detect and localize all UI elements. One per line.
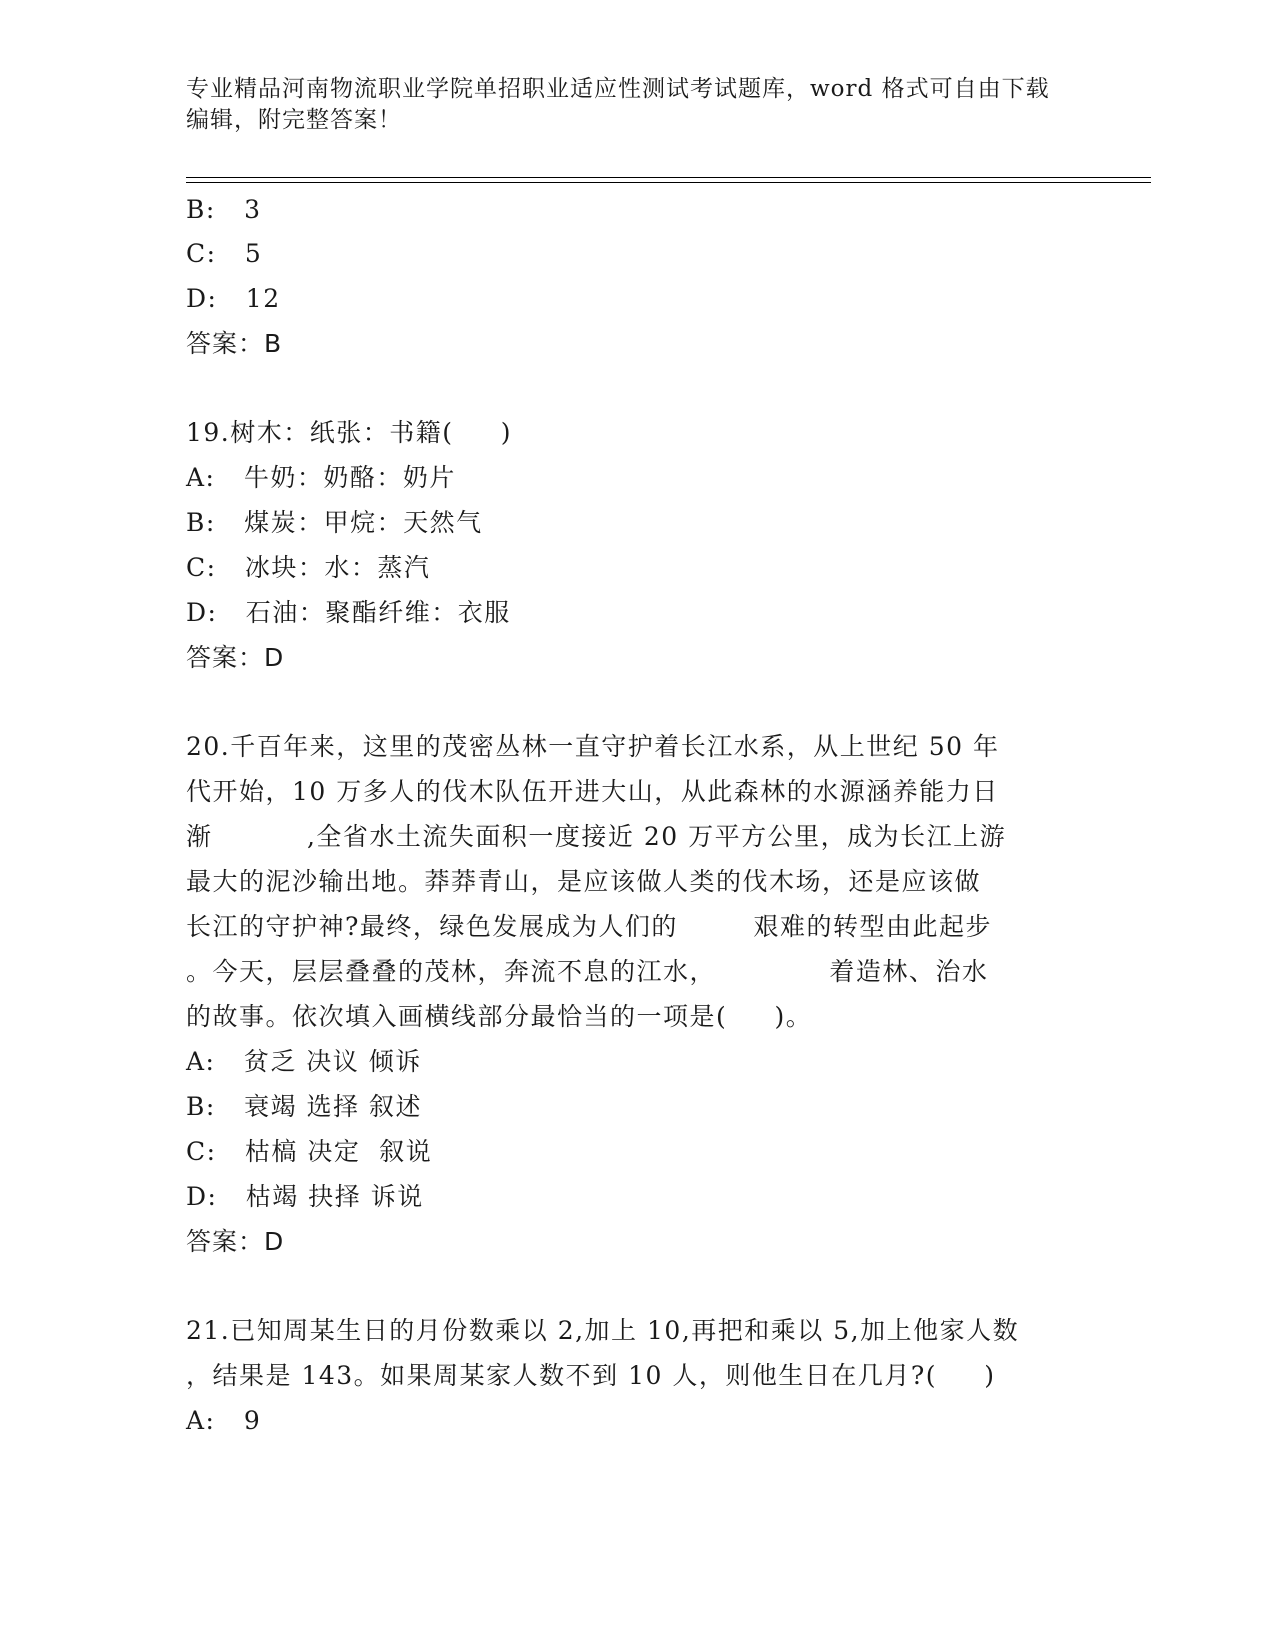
header-divider-bottom [186,182,1151,183]
header-divider-top [186,177,1151,178]
q20-stem-line-1: 20.千百年来，这里的茂密丛林一直守护着长江水系，从上世纪 50 年 [186,732,1000,761]
q20-stem-line-3: 渐 ,全省水土流失面积一度接近 20 万平方公里，成为长江上游 [186,822,1007,851]
q18-answer: 答案：B [186,329,283,358]
q20-option-b: B: 衰竭 选择 叙述 [186,1092,423,1121]
q20-option-a: A: 贫乏 决议 倾诉 [186,1047,422,1076]
q19-stem: 19.树木：纸张：书籍( ) [186,418,512,447]
q19-answer: 答案：D [186,643,285,672]
q20-answer: 答案：D [186,1227,285,1256]
q19-option-a: A: 牛奶：奶酪：奶片 [186,463,456,492]
q19-option-c: C: 冰块：水：蒸汽 [186,553,431,582]
q20-stem-line-5: 长江的守护神?最终，绿色发展成为人们的 艰难的转型由此起步 [186,912,992,941]
header-line-1: 专业精品河南物流职业学院单招职业适应性测试考试题库，word 格式可自由下载 [186,76,1050,102]
q18-option-d: D: 12 [186,284,281,313]
q20-option-d: D: 枯竭 抉择 诉说 [186,1182,424,1211]
q21-stem-line-2: ，结果是 143。如果周某家人数不到 10 人，则他生日在几月?( ) [186,1361,996,1390]
q19-option-d: D: 石油：聚酯纤维：衣服 [186,598,511,627]
q18-option-c: C: 5 [186,239,263,268]
q20-stem-line-2: 代开始，10 万多人的伐木队伍开进大山，从此森林的水源涵养能力日 [186,777,999,806]
q20-stem-line-7: 的故事。依次填入画横线部分最恰当的一项是( )。 [186,1002,813,1031]
header-line-2: 编辑，附完整答案！ [186,107,402,133]
q19-option-b: B: 煤炭：甲烷：天然气 [186,508,483,537]
q20-stem-line-4: 最大的泥沙输出地。莽莽青山，是应该做人类的伐木场，还是应该做 [186,867,982,896]
q21-stem-line-1: 21.已知周某生日的月份数乘以 2,加上 10,再把和乘以 5,加上他家人数 [186,1316,1020,1345]
document-header [186,74,1086,136]
q20-stem-line-6: 。今天，层层叠叠的茂林，奔流不息的江水， 着造林、治水 [186,957,989,986]
q21-option-a: A: 9 [186,1406,262,1435]
q20-option-c: C: 枯槁 决定 叙说 [186,1137,433,1166]
q18-option-b: B: 3 [186,195,262,224]
